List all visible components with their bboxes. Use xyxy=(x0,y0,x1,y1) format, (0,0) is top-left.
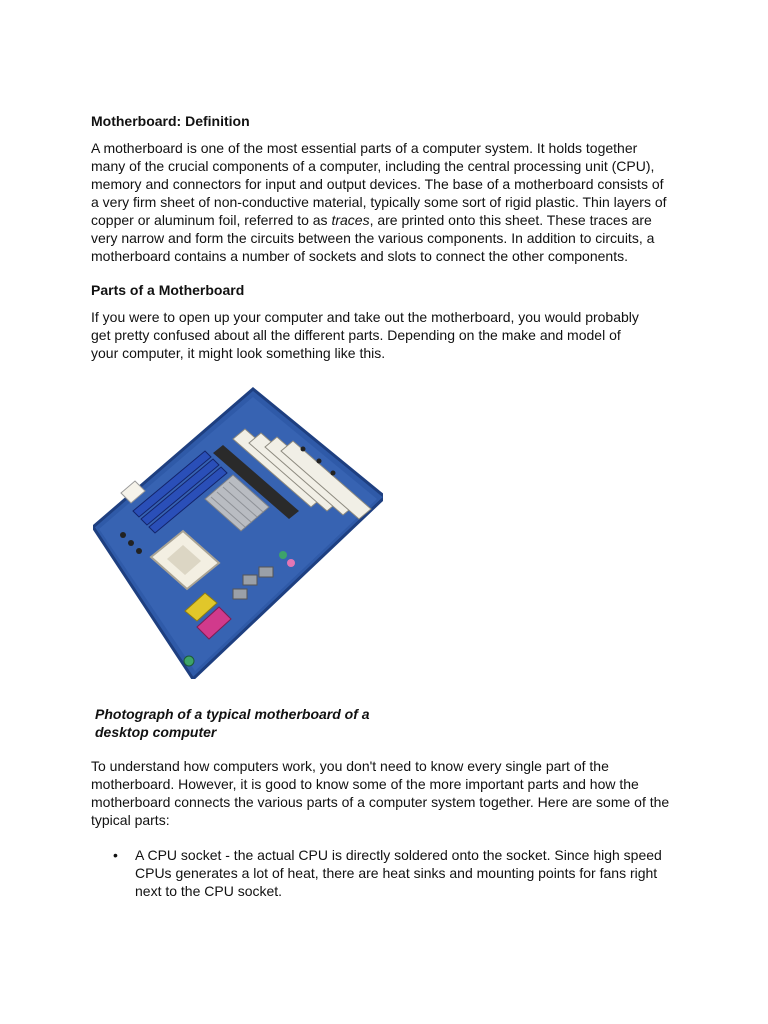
paragraph-parts-overview: To understand how computers work, you don't need to know every single part of the motherboard. However, it is good to know some of the more important parts and how the motherboard connects the various parts of a computer system together. Here are some of the typical parts: xyxy=(91,758,670,828)
paragraph-definition-part1: A motherboard is one of the most essential parts of a computer system. It holds together many of the crucial components of a computer, including the central processing unit (CPU), memory and connectors for input and output devices. The base of a motherboard consists of a very firm sheet of non-conductive material, typically some sort of rigid plastic. Thin layers of copper or aluminum foil, referred to as xyxy=(91,140,667,228)
heading-parts: Parts of a Motherboard xyxy=(91,282,245,298)
paragraph-definition xyxy=(91,139,675,265)
parts-list xyxy=(91,846,681,900)
term-traces: traces xyxy=(331,212,370,228)
motherboard-illustration xyxy=(93,379,383,679)
list-item xyxy=(91,846,681,900)
bullet-glyph: • xyxy=(113,847,118,863)
heading-definition: Motherboard: Definition xyxy=(91,113,250,129)
motherboard-photo xyxy=(93,379,383,679)
list-item-text: A CPU socket - the actual CPU is directly soldered onto the socket. Since high speed CPUs generates a lot of heat, there are heat sinks and mounting points for fans right next to the CPU socket. xyxy=(135,847,662,899)
paragraph-definition-part2: , are printed onto this sheet. These traces are very narrow and form the circuits between the various components. In addition to circuits, a motherboard contains a number of sockets and slots to connect the other components. xyxy=(91,212,655,264)
paragraph-parts-intro: If you were to open up your computer and take out the motherboard, you would probably get pretty confused about all the different parts. Depending on the make and model of your computer, it might look something like this. xyxy=(91,309,639,361)
document-body xyxy=(91,112,681,900)
figure-caption: Photograph of a typical motherboard of a desktop computer xyxy=(95,706,370,740)
